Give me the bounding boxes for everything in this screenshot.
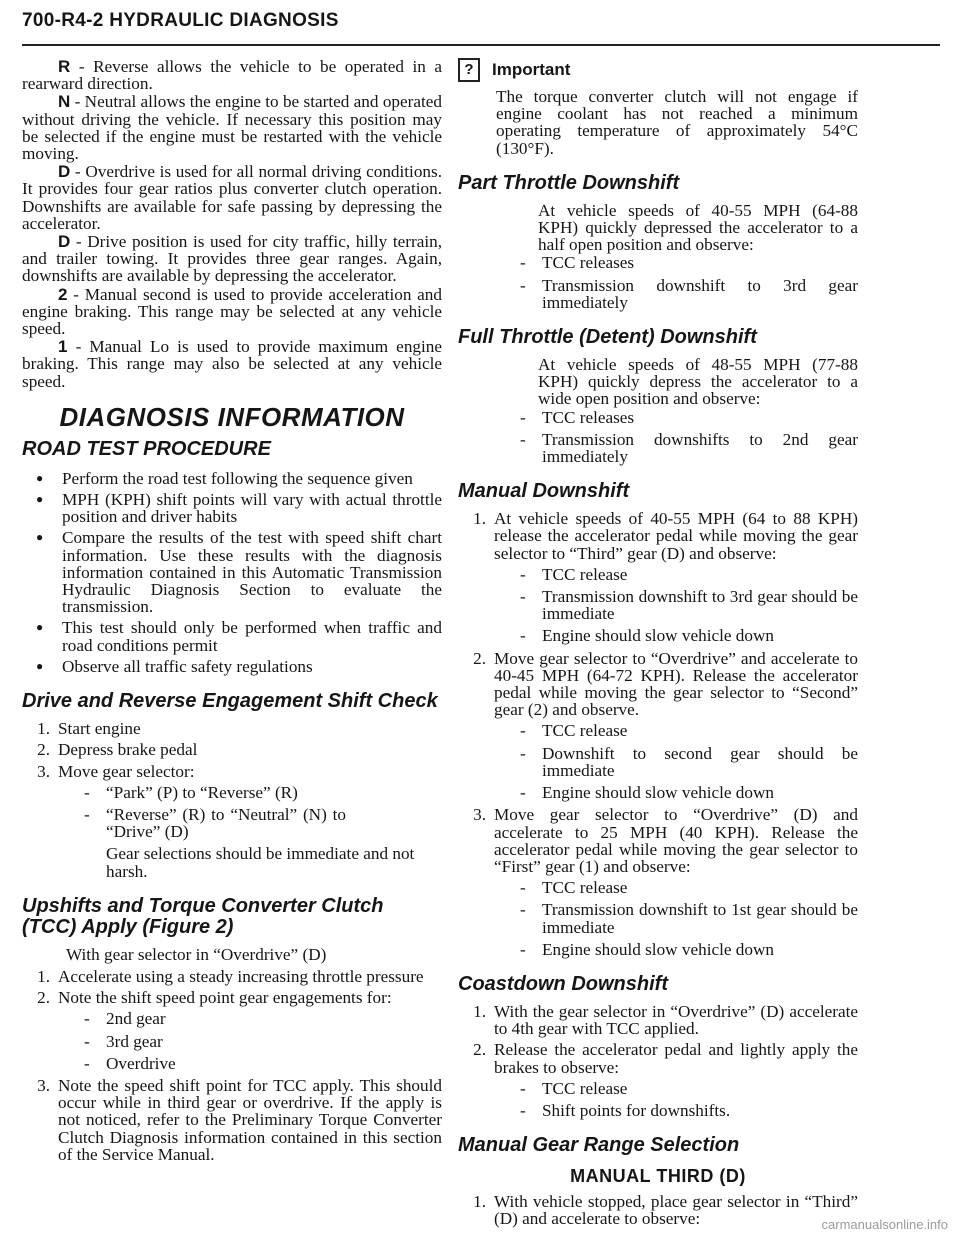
bullet-icon: ● [36, 620, 44, 635]
range-neutral: N - Neutral allows the engine to be started and operated without driving the vehicle. If necessary this position may be selected if the engine must be restarted with the vehicle moving. [22, 92, 442, 164]
list-item: 1. Start engine [37, 719, 141, 739]
list-item: - TCC release [520, 721, 628, 741]
list-item: - TCC releases [520, 253, 635, 273]
range-second: 2 - Manual second is used to provide acceleration and engine braking. This range may be selected at any vehicle speed. [22, 284, 442, 339]
list-item: 1. With vehicle stopped, place gear selector in “Third” (D) and accelerate to observe: [473, 1192, 858, 1229]
list-item: ● Perform the road test following the sequence given [22, 470, 442, 487]
list-item: - Engine should slow vehicle down [520, 939, 774, 959]
list-item: 3. Move gear selector to “Overdrive” (D) and accelerate to 25 MPH (40 KPH). Release the accelerator pedal while moving the gear selector to “First” gear (1) and observe: [473, 805, 858, 876]
list-item: 2. Move gear selector to “Overdrive” and accelerate to 40-45 MPH (64-72 KPH). Release the accelerator pedal while moving the gear selector to “Second” gear (2) and observe. [473, 648, 858, 720]
list-item: - Transmission downshift to 3rd gear should be immediate [520, 587, 858, 624]
bullet-icon: ● [36, 470, 44, 485]
list-item: - TCC release [520, 1078, 628, 1098]
important-callout [458, 58, 858, 82]
list-item: 2. Note the shift speed point gear engagements for: [37, 988, 392, 1008]
gear-range-title: Manual Gear Range Selection [458, 1134, 740, 1157]
list-item: - “Reverse” (R) to “Neutral” (N) to “Drive” (D) [84, 804, 346, 842]
list-item: - “Park” (P) to “Reverse” (R) [84, 782, 298, 802]
list-item: 1. With the gear selector in “Overdrive” (D) accelerate to 4th gear with TCC applied. [473, 1001, 858, 1039]
list-item: - TCC releases [520, 407, 635, 427]
list-item: - Transmission downshift to 1st gear should be immediate [520, 900, 858, 937]
list-item: 2. Release the accelerator pedal and lightly apply the brakes to observe: [473, 1040, 858, 1077]
list-item: ● Observe all traffic safety regulations [22, 658, 442, 675]
page-header [22, 10, 942, 46]
list-item: - Downshift to second gear should be immediate [520, 743, 858, 780]
upshift-intro: With gear selector in “Overdrive” (D) [66, 944, 327, 964]
list-item: 1. At vehicle speeds of 40-55 MPH (64 to 88 KPH) release the accelerator pedal while moving the gear selector to “Third” gear (D) and observe: [473, 509, 858, 563]
important-icon: ? [458, 58, 480, 82]
list-item: - Engine should slow vehicle down [520, 626, 774, 646]
full-throttle-title: Full Throttle (Detent) Downshift [458, 326, 757, 349]
coastdown-title: Coastdown Downshift [458, 972, 668, 995]
important-text: The torque converter clutch will not engage if engine coolant has not reached a minimum operating temperature of approximately 54°C (130°F). [496, 87, 858, 158]
manual-third-title: MANUAL THIRD (D) [570, 1166, 746, 1187]
right-column [458, 58, 858, 1232]
list-item: 1. Accelerate using a steady increasing throttle pressure [37, 966, 424, 986]
part-throttle-title: Part Throttle Downshift [458, 171, 680, 194]
list-item: 3. Note the speed shift point for TCC apply. This should occur while in third gear or overdrive. If the apply is not noticed, refer to the Preliminary Torque Converter Clutch Diagnosis information contained in this section of the Service Manual. [37, 1075, 442, 1164]
range-lo: 1 - Manual Lo is used to provide maximum engine braking. This range may also be selected at any vehicle speed. [22, 337, 442, 391]
list-item: - 3rd gear [84, 1031, 163, 1051]
list-item: - Transmission downshift to 3rd gear immediately [520, 275, 858, 312]
bullet-icon: ● [36, 658, 44, 673]
bullet-icon: ● [36, 530, 44, 545]
list-item: 3. Move gear selector: [37, 761, 195, 781]
part-throttle-text: At vehicle speeds of 40-55 MPH (64-88 KPH) quickly depressed the accelerator to a half open position and observe: [538, 200, 858, 255]
range-drive: D - Drive position is used for city traffic, hilly terrain, and trailer towing. It provides three gear ranges. Again, downshifts are available by depressing the accelerator. [22, 232, 442, 286]
manual-downshift-title: Manual Downshift [458, 480, 630, 503]
watermark: carmanualsonline.info [821, 1217, 948, 1232]
range-reverse: R - Reverse allows the vehicle to be operated in a rearward direction. [22, 57, 442, 94]
left-column [22, 58, 442, 1167]
list-item: - TCC release [520, 564, 628, 584]
list-item: - Shift points for downshifts. [520, 1100, 731, 1120]
engagement-check-title: Drive and Reverse Engagement Shift Check [22, 690, 438, 713]
road-test-title: ROAD TEST PROCEDURE [22, 437, 271, 460]
page-title: 700-R4-2 HYDRAULIC DIAGNOSIS [22, 10, 339, 31]
list-item: - TCC release [520, 878, 628, 898]
list-item: 2. Depress brake pedal [37, 740, 198, 760]
list-item: ● Compare the results of the test with speed shift chart information. Use these results with the diagnosis information contained in this Automatic Transmission Hydraulic Diagnosis Section to evaluate the transmission. [22, 529, 442, 615]
full-throttle-text: At vehicle speeds of 48-55 MPH (77-88 KPH) quickly depress the accelerator to a wide open position and observe: [538, 355, 858, 409]
list-item: - Engine should slow vehicle down [520, 783, 774, 803]
list-item: ● MPH (KPH) shift points will vary with actual throttle position and driver habits [22, 491, 442, 525]
important-label: Important [492, 60, 571, 79]
list-item: ● This test should only be performed when traffic and road conditions permit [22, 619, 442, 653]
engagement-note: Gear selections should be immediate and not harsh. [106, 844, 415, 881]
list-item: - Overdrive [84, 1053, 176, 1073]
range-overdrive: D - Overdrive is used for all normal driving conditions. It provides four gear ratios plus converter clutch operation. Downshifts are available for safe passing by depressing the accelerator. [22, 162, 442, 233]
upshift-title: Upshifts and Torque Converter Clutch (TCC) Apply (Figure 2) [22, 894, 384, 938]
bullet-icon: ● [36, 492, 44, 507]
diagnosis-information-title: DIAGNOSIS INFORMATION [59, 401, 405, 432]
list-item: - 2nd gear [84, 1009, 166, 1029]
header-rule [22, 44, 940, 46]
list-item: - Transmission downshifts to 2nd gear immediately [520, 429, 858, 467]
